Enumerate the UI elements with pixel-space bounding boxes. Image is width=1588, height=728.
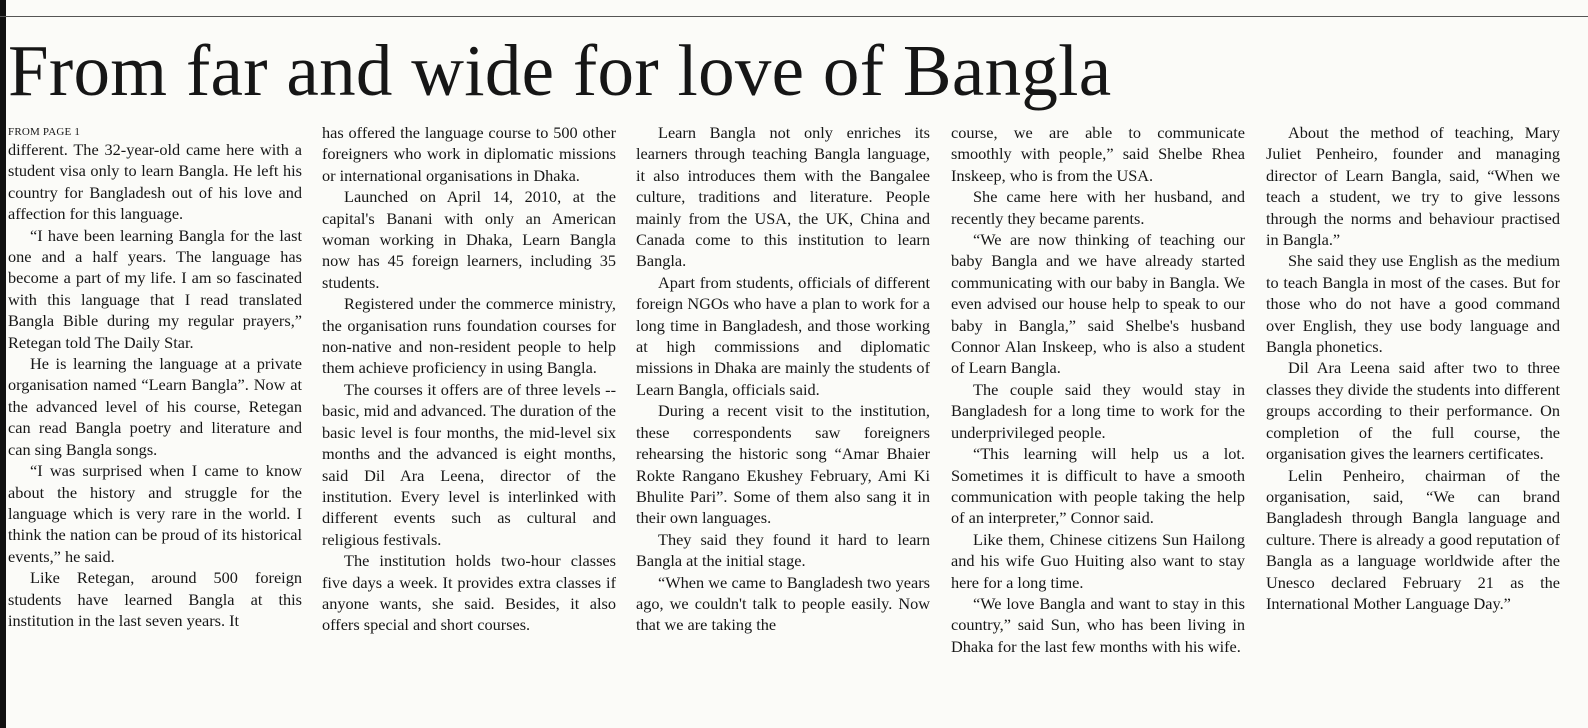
paragraph: She said they use English as the medium to teach Bangla in most of the cases. But for those who do not have a good command over English, they use body language and Bangla phonetics. xyxy=(1266,251,1560,357)
jump-line: FROM PAGE 1 xyxy=(8,126,81,138)
top-rule xyxy=(0,16,1588,17)
paragraph: During a recent visit to the institution, these correspondents saw foreigners rehearsing the historic song “Amar Bhaier Rokte Rangano Ekushey February, Ami Ki Bhulite Pari”. Some of them also sang it in their own languages. xyxy=(636,401,930,528)
paragraph: Apart from students, officials of different foreign NGOs who have a plan to work for a long time in Bangladesh, and those working at high commissions and diplomatic missions in Dhaka are mainly the students of Learn Bangla, officials said. xyxy=(636,272,930,399)
article-column-5 xyxy=(1266,122,1560,722)
paragraph: course, we are able to communicate smoothly with people,” said Shelbe Rhea Inskeep, who is from the USA. xyxy=(951,123,1245,185)
paragraph: “We love Bangla and want to stay in this country,” said Sun, who has been living in Dhaka for the last few months with his wife. xyxy=(951,593,1245,656)
paragraph: About the method of teaching, Mary Juliet Penheiro, founder and managing director of Learn Bangla, said, “When we teach a student, we try to give lessons through the norms and behaviour practised in Bangla.” xyxy=(1266,123,1560,250)
paragraph: “This learning will help us a lot. Sometimes it is difficult to have a smooth communication with people taking the help of an interpreter,” Connor said. xyxy=(951,444,1245,528)
paragraph: The institution holds two-hour classes five days a week. It provides extra classes if anyone wants, she said. Besides, it also offers special and short courses. xyxy=(322,551,616,635)
paragraph: has offered the language course to 500 other foreigners who work in diplomatic missions or international organisations in Dhaka. xyxy=(322,123,616,185)
paragraph: Like Retegan, around 500 foreign students have learned Bangla at this institution in the last seven years. It xyxy=(8,568,302,630)
paragraph: He is learning the language at a private organisation named “Learn Bangla”. Now at the advanced level of his course, Retegan can read Bangla poetry and literature and can sing Bangla songs. xyxy=(8,354,302,459)
paragraph: The courses it offers are of three levels -- basic, mid and advanced. The duration of the basic level is four months, the mid-level six months and the advanced is eight months, said Dil Ara Leena, director of the institution. Every level is interlinked with different events such as cultural and religious festivals. xyxy=(322,379,616,549)
paragraph: “I have been learning Bangla for the last one and a half years. The language has become a part of my life. I am so fascinated with this language that I read translated Bangla Bible during my regular prayers,” Retegan told The Daily Star. xyxy=(8,225,302,352)
paragraph: Launched on April 14, 2010, at the capital's Banani with only an American woman working in Dhaka, Learn Bangla now has 45 foreign learners, including 35 students. xyxy=(322,187,616,292)
article-column-2 xyxy=(322,122,616,722)
article-column-3 xyxy=(636,122,930,722)
paragraph: The couple said they would stay in Bangladesh for a long time to work for the underprivileged people. xyxy=(951,379,1245,442)
paragraph: “When we came to Bangladesh two years ago, we couldn't talk to people easily. Now that we are taking the xyxy=(636,572,930,635)
paragraph: “I was surprised when I came to know about the history and struggle for the language which is very rare in the world. I think the nation can be proud of its historical events,” he said. xyxy=(8,461,302,566)
paragraph: She came here with her husband, and recently they became parents. xyxy=(951,187,1245,228)
article-column-1 xyxy=(8,122,302,722)
article-body xyxy=(8,122,1560,722)
paragraph: They said they found it hard to learn Bangla at the initial stage. xyxy=(636,529,930,571)
paragraph: Like them, Chinese citizens Sun Hailong and his wife Guo Huiting also want to stay here for a long time. xyxy=(951,529,1245,592)
article-column-4 xyxy=(951,122,1245,722)
paragraph: different. The 32-year-old came here with a student visa only to learn Bangla. He left his country for Bangladesh out of his love and affection for this language. xyxy=(8,140,302,224)
paragraph: “We are now thinking of teaching our baby Bangla and we have already started communicating with our baby in Bangla. We even advised our house help to speak to our baby in Bangla,” said Shelbe's husband Connor Alan Inskeep, who is also a student of Learn Bangla. xyxy=(951,230,1245,378)
headline: From far and wide for love of Bangla xyxy=(8,30,1112,111)
page-edge-shadow xyxy=(0,0,6,728)
paragraph: Registered under the commerce ministry, the organisation runs foundation courses for non-native and non-resident people to help them achieve proficiency in using Bangla. xyxy=(322,294,616,378)
paragraph: Learn Bangla not only enriches its learners through teaching Bangla language, it also introduces them with the Bangalee culture, traditions and literature. People mainly from the USA, the UK, China and Canada come to this institution to learn Bangla. xyxy=(636,123,930,271)
paragraph: Dil Ara Leena said after two to three classes they divide the students into different groups according to their performance. On completion of the full course, the organisation gives the learners certificates. xyxy=(1266,358,1560,464)
paragraph: Lelin Penheiro, chairman of the organisation, said, “We can brand Bangladesh through Bangla language and culture. There is already a good reputation of Bangla as a language worldwide after the Unesco declared February 21 as the International Mother Language Day.” xyxy=(1266,465,1560,613)
